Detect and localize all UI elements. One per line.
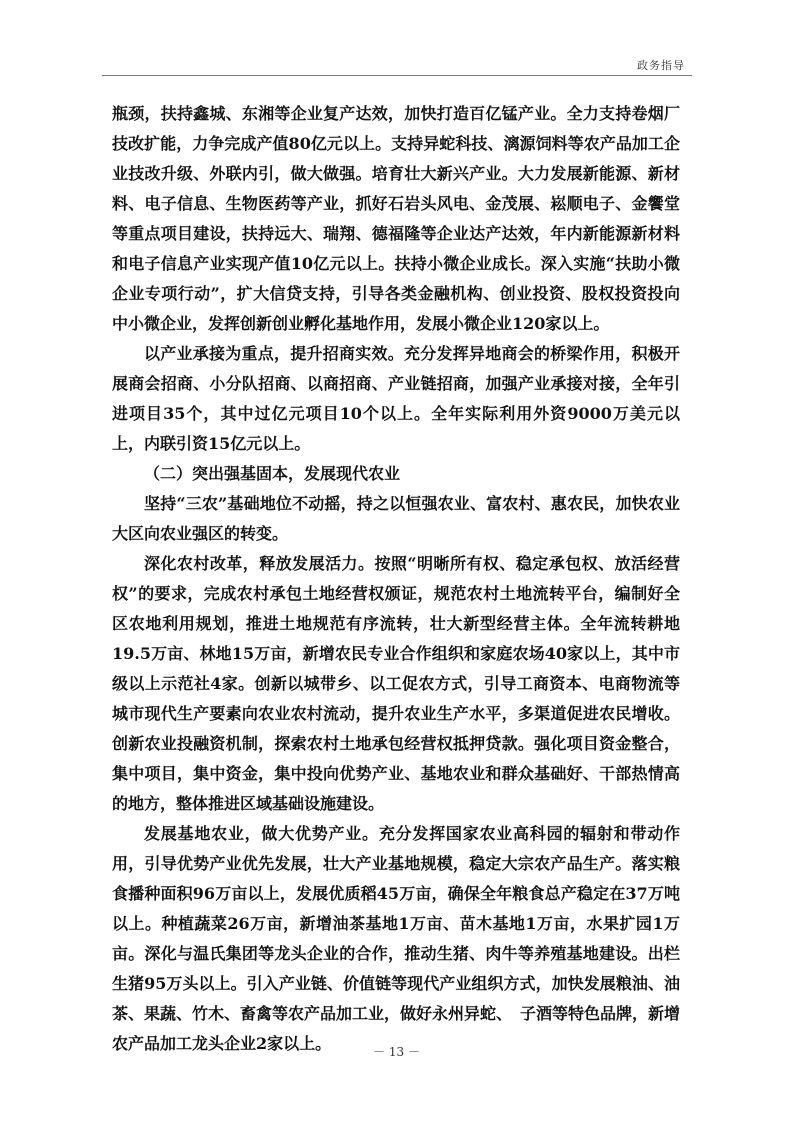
page-number: － 13 － bbox=[373, 1045, 420, 1059]
paragraph-agriculture-intro: 坚持“三农”基础地位不动摇，持之以恒强农业、富农村、惠农民，加快农业大区向农业强区的转变。 bbox=[112, 494, 680, 543]
paragraph-continued: 瓶颈，扶持鑫城、东湘等企业复产达效，加快打造百亿锰产业。全力支持卷烟厂技改扩能，力争完成产值80亿元以上。支持异蛇科技、漓源饲料等农产品加工企业技改升级、外联内引，做大做强。培育壮大新兴产业。大力发展新能源、新材料、电子信息、生物医药等产业，抓好石岩头风电、金茂展、崧顺电子、金饗堂等重点项目建设，扶持远大、瑞翔、德福隆等企业达产达效，年内新能源新材料和电子信息产业实现产值10亿元以上。扶持小微企业成长。深入实施“扶助小微企业专项行动”，扩大信贷支持，引导各类金融机构、创业投资、股权投资投向中小微企业，发挥创新创业孵化基地作用，发展小微企业120家以上。 bbox=[112, 104, 680, 333]
running-header-label: 政务指导 bbox=[637, 59, 685, 72]
paragraph-base-agriculture: 发展基地农业，做大优势产业。充分发挥国家农业高科园的辐射和带动作用，引导优势产业优先发展，壮大产业基地规模，稳定大宗农产品生产。落实粮食播种面积96万亩以上，发展优质稻45万亩，确保全年粮食总产稳定在37万吨以上。种植蔬菜26万亩，新增油茶基地1万亩、苗木基地1万亩，水果扩园1万亩。深化与温氏集团等龙头企业的合作，推动生猪、肉牛等养殖基地建设。出栏生猪95万头以上。引入产业链、价值链等现代产业组织方式，加快发展粮油、油茶、果蔬、竹木、畜禽等农产品加工业，做好永州异蛇、 子酒等特色品牌，新增农产品加工龙头企业2家以上。 bbox=[112, 824, 681, 1053]
section-heading: （二）突出强基固本，发展现代农业 bbox=[144, 464, 401, 483]
paragraph-investment: 以产业承接为重点，提升招商实效。充分发挥异地商会的桥梁作用，积极开展商会招商、小分队招商、以商招商、产业链招商，加强产业承接对接，全年引进项目35个，其中过亿元项目10个以上。全年实际利用外资9000万美元以上，内联引资15亿元以上。 bbox=[112, 344, 680, 453]
document-body bbox=[112, 99, 680, 1059]
paragraph-rural-reform: 深化农村改革，释放发展活力。按照“明晰所有权、稳定承包权、放活经营权”的要求，完成农村承包土地经营权颁证，规范农村土地流转平台，编制好全区农地利用规划，推进土地规范有序流转，壮大新型经营主体。全年流转耕地19.5万亩、林地15万亩，新增农民专业合作组织和家庭农场40家以上，其中市级以上示范社4家。创新以城带乡、以工促农方式，引导工商资本、电商物流等城市现代生产要素向农业农村流动，提升农业生产水平，多渠道促进农民增收。创新农业投融资机制，探索农村土地承包经营权抵押贷款。强化项目资金整合，集中项目，集中资金，集中投向优势产业、基地农业和群众基础好、干部热情高的地方，整体推进区域基础设施建设。 bbox=[112, 554, 680, 813]
header-divider bbox=[102, 75, 692, 76]
